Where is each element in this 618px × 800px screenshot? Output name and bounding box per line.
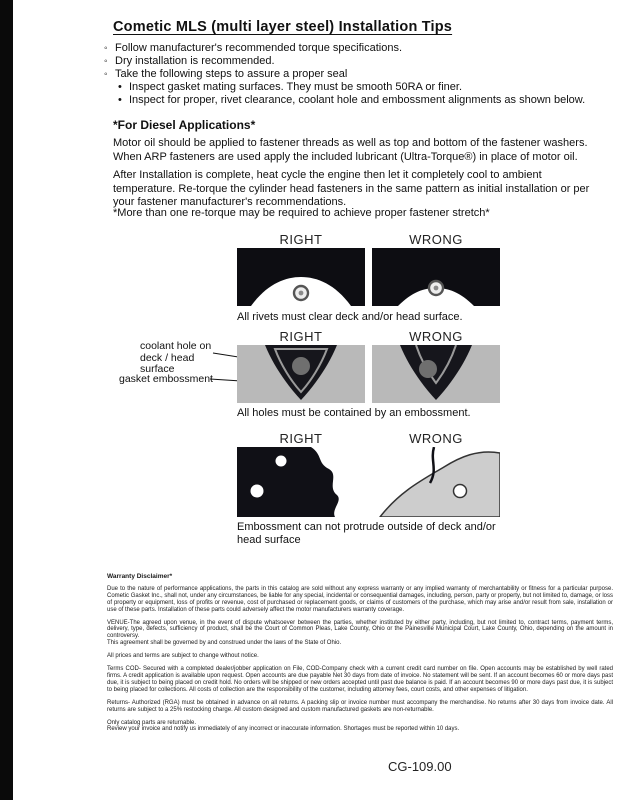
circle-bullet-icon: ◦ bbox=[104, 69, 108, 80]
rivet-right-diagram bbox=[237, 248, 365, 306]
row1-panels bbox=[237, 248, 500, 306]
tip-text: Take the following steps to assure a proper seal bbox=[115, 68, 348, 80]
wrong-label: WRONG bbox=[409, 431, 463, 446]
row2-caption: All holes must be contained by an embossment. bbox=[237, 407, 471, 419]
page-code: CG-109.00 bbox=[388, 759, 452, 774]
diesel-applications-heading: *For Diesel Applications* bbox=[113, 118, 256, 132]
embossment-wrong-diagram bbox=[372, 345, 500, 403]
list-item bbox=[118, 81, 594, 94]
warranty-paragraph: VENUE-The agreed upon venue, in the event of dispute whatsoever between the parties, whether instituted by either party, including, but not limited to, contract terms, payment terms, delivery, type, defects, sufficiency of product, shall be the Court of Common Pleas, Lake County, Ohio or the Painesville Municipal Court, Lake County, Ohio, depending on the amount in controversy. bbox=[107, 619, 613, 640]
warranty-paragraph: This agreement shall be governed by and construed under the laws of the State of Ohio. bbox=[107, 640, 342, 647]
row1-labels bbox=[237, 232, 500, 247]
tip-text: Dry installation is recommended. bbox=[115, 55, 275, 67]
diesel-paragraph-2: After Installation is complete, heat cycle the engine then let it completely cool to ambient temperature. Re-torque the cylinder head fasteners in the same pattern as initial installation or per your fastener manufacturer's recommendations. bbox=[113, 169, 590, 208]
warranty-paragraph: Due to the nature of performance applications, the parts in this catalog are sold without any express warranty or any implied warranty of merchantability or fitness for a particular purpose. Cometic Gasket Inc., shall not, under any circumstances, be liable for any special, incidental or consequential damages, including, person, party or property, but not limited to, damage, or loss of property or equipment, loss of profits or revenue, cost of purchased or replacement goods, or claims of customers of the purchase, which may arise and/or result from sale, installation or use of these parts. Installation of these parts could adversely affect the motor manufacturers warranty coverage. bbox=[107, 585, 613, 613]
tip-text: Follow manufacturer's recommended torque specifications. bbox=[115, 42, 403, 54]
warranty-paragraph: Review your invoice and notify us immediately of any incorrect or inaccurate information. Shortages must be reported within 10 days. bbox=[107, 726, 460, 733]
list-item bbox=[104, 68, 594, 81]
diesel-paragraph-3: *More than one re-torque may be required to achieve proper fastener stretch* bbox=[113, 207, 490, 219]
warranty-disclaimer bbox=[107, 574, 613, 739]
row3-panels bbox=[237, 447, 500, 517]
right-label: RIGHT bbox=[279, 329, 323, 344]
right-label: RIGHT bbox=[279, 232, 323, 247]
list-item bbox=[118, 94, 594, 107]
rivet-wrong-diagram bbox=[372, 248, 500, 306]
list-item bbox=[104, 55, 594, 68]
wrong-label: WRONG bbox=[409, 329, 463, 344]
circle-bullet-icon: ◦ bbox=[104, 56, 108, 67]
dot-bullet-icon: • bbox=[118, 81, 122, 93]
right-label: RIGHT bbox=[279, 431, 323, 446]
warranty-paragraph: Only catalog parts are returnable. bbox=[107, 719, 197, 726]
embossment-right-diagram bbox=[237, 345, 365, 403]
list-item bbox=[104, 42, 594, 55]
circle-bullet-icon: ◦ bbox=[104, 43, 108, 54]
row3-caption: Embossment can not protrude outside of deck and/or head surface bbox=[237, 521, 496, 546]
dot-bullet-icon: • bbox=[118, 94, 122, 106]
tip-text: Inspect for proper, rivet clearance, coolant hole and embossment alignments as shown below. bbox=[129, 94, 586, 106]
warranty-paragraph: Terms COD- Secured with a completed dealer/jobber application on File, COD-Company check with a current credit card number on file. Open accounts may be established by well rated firms. A credit application is available upon request. Open accounts are due payable Net 30 days from date of invoice. No statement will be sent. If an account becomes 60 or more days past due, it is subject to being placed on credit hold. No orders will be shipped or new orders accepted until past due balance is paid. If an account becomes 90 or more days past due, it is subject to being placed for collections. All costs of collection are the responsibility of the customer, including attorney fees, court costs, and other expenses of litigation. bbox=[107, 666, 613, 693]
installation-tips-list bbox=[104, 42, 594, 107]
page-title: Cometic MLS (multi layer steel) Installation Tips bbox=[113, 19, 453, 35]
protrusion-wrong-diagram bbox=[372, 447, 500, 517]
protrusion-right-diagram bbox=[237, 447, 365, 517]
tip-text: Inspect gasket mating surfaces. They must be smooth 50RA or finer. bbox=[129, 81, 463, 93]
row1-caption: All rivets must clear deck and/or head surface. bbox=[237, 311, 463, 323]
page-binding-edge bbox=[0, 0, 13, 800]
warranty-heading: Warranty Disclaimer* bbox=[107, 573, 173, 580]
warranty-paragraph: Returns- Authorized (RGA) must be obtained in advance on all returns. A packing slip or invoice number must accompany the merchandise. No returns after 30 days from invoice date. All returns are subject to a 25% restocking charge. All custom designed and custom manufactured gaskets are non-returnable. bbox=[107, 699, 613, 713]
coolant-hole-label: coolant hole on deck / head surface bbox=[140, 340, 212, 375]
diesel-paragraph-1: Motor oil should be applied to fastener threads as well as top and bottom of the fastener washers. When ARP fasteners are used apply the included lubricant (Ultra-Torque®) in place of motor oil. bbox=[113, 137, 588, 163]
gasket-embossment-label: gasket embossment bbox=[119, 373, 213, 385]
wrong-label: WRONG bbox=[409, 232, 463, 247]
row3-labels bbox=[237, 431, 500, 446]
warranty-paragraph: All prices and terms are subject to change without notice. bbox=[107, 653, 259, 660]
row2-panels bbox=[237, 345, 500, 403]
